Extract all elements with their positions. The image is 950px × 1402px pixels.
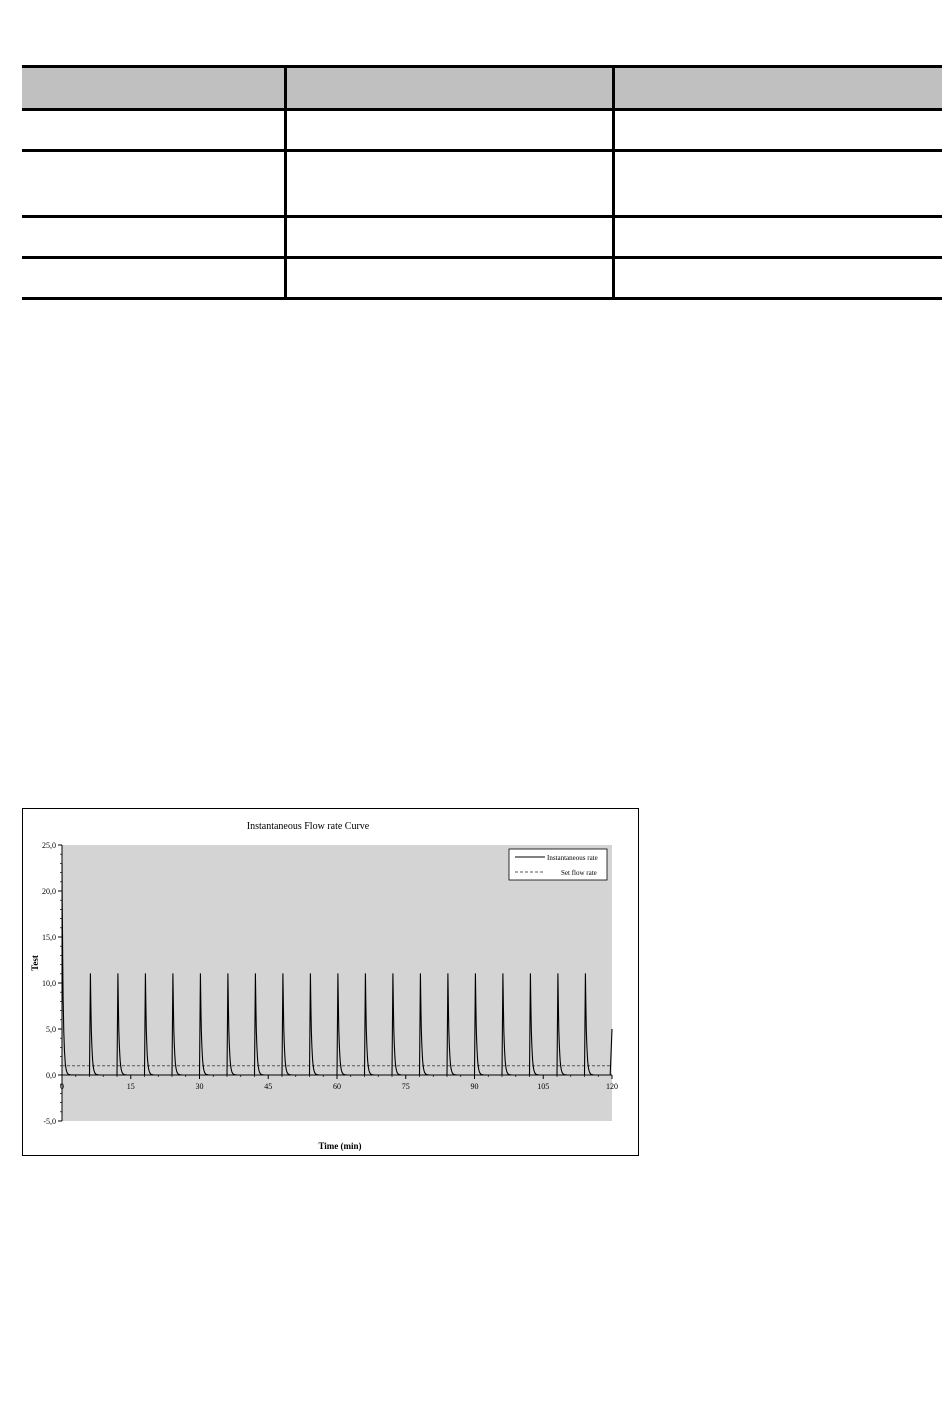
table-cell	[22, 258, 285, 299]
y-tick-label: 10,0	[42, 979, 56, 988]
chart-title: Instantaneous Flow rate Curve	[246, 821, 370, 832]
table-header-cell	[22, 67, 285, 110]
y-tick-label: 0,0	[46, 1071, 56, 1080]
legend-label-instantaneous: Instantaneous rate	[547, 854, 598, 862]
y-tick-label: 20,0	[42, 887, 56, 896]
table-cell	[613, 110, 942, 151]
table-cell	[285, 110, 613, 151]
x-tick-label: 75	[401, 1082, 410, 1091]
x-tick-label: 105	[537, 1082, 550, 1091]
table-cell	[285, 258, 613, 299]
table-cell	[22, 151, 285, 217]
table-cell	[613, 258, 942, 299]
x-tick-label: 60	[333, 1082, 341, 1091]
table-row	[22, 151, 942, 217]
x-tick-label: 30	[195, 1082, 204, 1091]
table-header-cell	[285, 67, 613, 110]
table-header-row	[22, 67, 942, 110]
x-axis-label: Time (min)	[318, 1141, 362, 1151]
x-tick-label: 120	[606, 1082, 618, 1091]
y-tick-label: 5,0	[46, 1025, 56, 1034]
table-cell	[22, 217, 285, 258]
y-tick-label: 15,0	[42, 933, 56, 942]
chart-frame	[22, 808, 639, 1156]
x-tick-label: 90	[470, 1082, 479, 1091]
table-cell	[613, 217, 942, 258]
chart-legend	[509, 849, 607, 880]
table-cell	[285, 217, 613, 258]
table-cell	[22, 110, 285, 151]
table-row	[22, 217, 942, 258]
flow-rate-chart	[23, 809, 640, 1157]
x-tick-label: 45	[264, 1082, 273, 1091]
y-tick-label: -5,0	[43, 1117, 56, 1126]
table-row	[22, 258, 942, 299]
y-axis-label: Test	[30, 955, 40, 971]
y-tick-label: 25,0	[42, 841, 56, 850]
table-cell	[613, 151, 942, 217]
x-tick-label: 0	[60, 1082, 64, 1091]
x-tick-label: 15	[126, 1082, 135, 1091]
plot-area	[62, 845, 612, 1121]
document-table	[22, 65, 942, 300]
table-row	[22, 110, 942, 151]
table-cell	[285, 151, 613, 217]
table-header-cell	[613, 67, 942, 110]
legend-label-set-flow: Set flow rate	[561, 869, 597, 877]
